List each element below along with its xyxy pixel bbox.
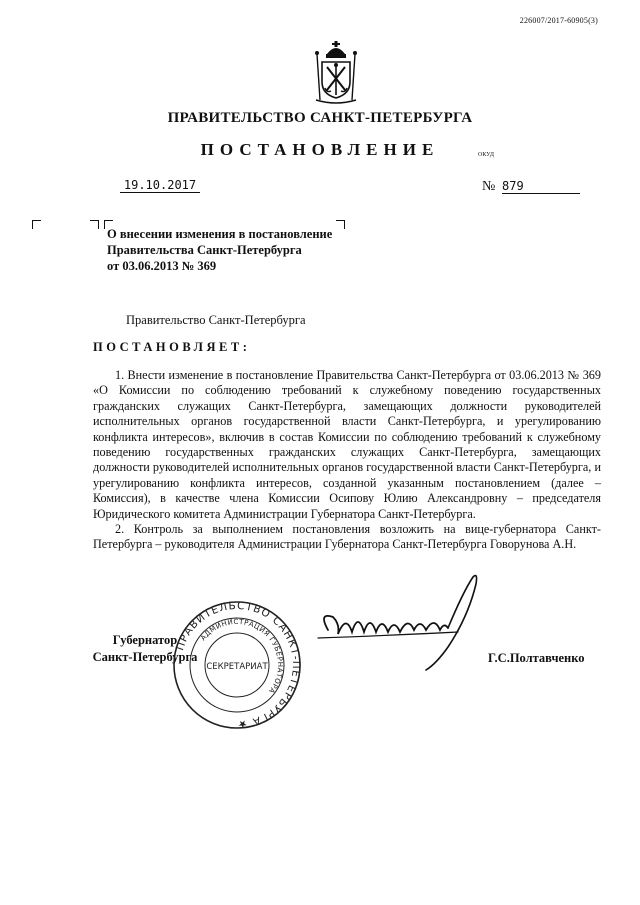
document-number: 879 (502, 179, 580, 194)
organization-title: ПРАВИТЕЛЬСТВО САНКТ-ПЕТЕРБУРГА (167, 110, 473, 126)
intro-text: Правительство Санкт-Петербурга (126, 313, 306, 327)
corner-mark-mid-right (90, 220, 99, 229)
svg-text:СЕКРЕТАРИАТ: СЕКРЕТАРИАТ (206, 662, 268, 672)
number-sign: № (482, 179, 496, 194)
signatory-title-line: Санкт-Петербурга (92, 650, 198, 664)
subject-line: Правительства Санкт-Петербурга (107, 243, 302, 257)
handwritten-signature (258, 572, 498, 672)
decree-word: ПОСТАНОВЛЯЕТ: (93, 340, 251, 354)
coat-of-arms-icon (311, 40, 361, 106)
document-registration-number: 226007/2017-60905(3) (519, 16, 598, 25)
subject-line: от 03.06.2013 № 369 (107, 259, 217, 273)
okud-label: ОКУД (478, 152, 494, 158)
svg-text:ПРАВИТЕЛЬСТВО САНКТ-ПЕТЕРБУРГА: ПРАВИТЕЛЬСТВО САНКТ-ПЕТЕРБУРГА ★ (174, 600, 302, 730)
corner-mark-left (32, 220, 41, 229)
paragraph: 2. Контроль за выполнением постановления возложить на вице-губернатора Санкт-Петербурга – руководителя Администрации Губернатора Санкт-Петербурга Говорунова А.Н. (93, 522, 601, 552)
signatory-name: Г.С.Полтавченко (488, 651, 585, 665)
document-subject (107, 226, 367, 274)
paragraph: 1. Внести изменение в постановление Правительства Санкт-Петербурга от 03.06.2013 № 369 «О Комиссии по соблюдению требований к служебному поведению государственных гражданских служащих Санкт-Петербурга, замещающих должности руководителей исполнительных органов государственной власти Санкт-Петербурга, и урегулированию конфликта интересов», включив в состав Комиссии по соблюдению требований к служебному поведению государственных гражданских служащих Санкт-Петербурга, замещающих должности руководителей исполнительных органов государственной власти Санкт-Петербурга, и урегулированию конфликта интересов, созданной указанным постановлением (далее – Комиссия), в качестве члена Комиссии Осипову Юлию Александровну – председателя Юридического комитета Администрации Губернатора Санкт-Петербурга. (93, 368, 601, 521)
document-type-title: ПОСТАНОВЛЕНИЕ (200, 140, 440, 159)
document-body (93, 368, 601, 553)
subject-line: О внесении изменения в постановление (107, 227, 333, 241)
signatory-title-line: Губернатор (112, 633, 178, 647)
document-date: 19.10.2017 (120, 178, 200, 193)
svg-text:АДМИНИСТРАЦИЯ ГУБЕРНАТОРА: АДМИНИСТРАЦИЯ ГУБЕРНАТОРА (199, 617, 285, 695)
